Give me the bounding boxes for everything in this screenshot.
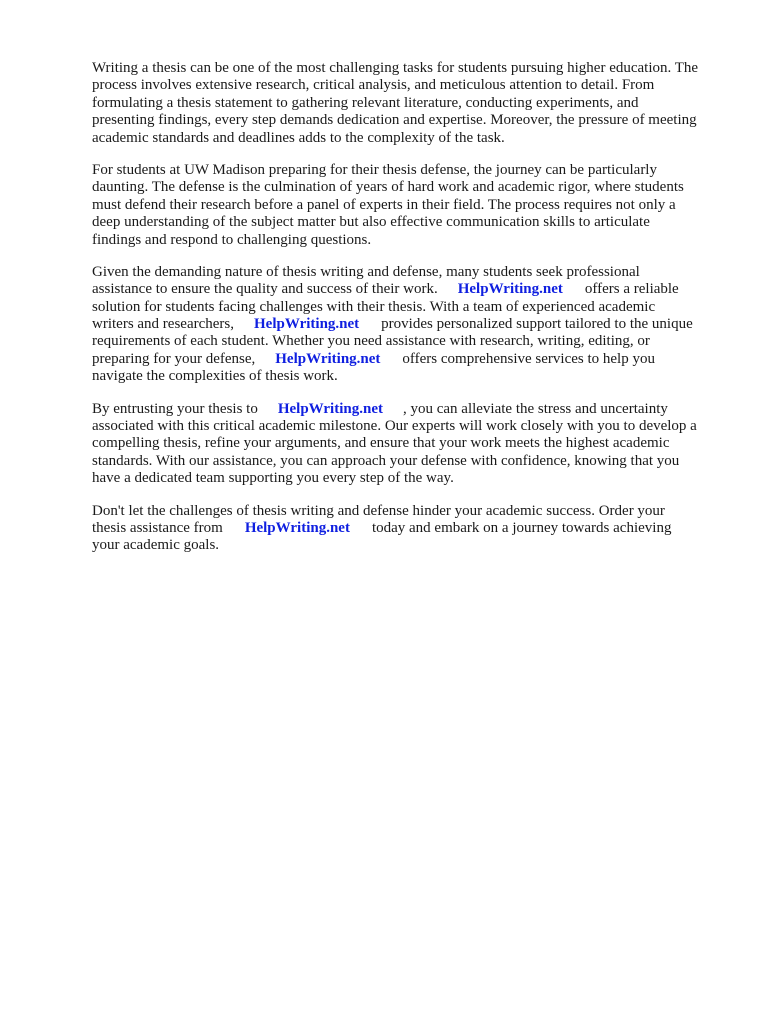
paragraph-order <box>92 503 732 555</box>
helpwriting-link[interactable]: HelpWriting.net <box>275 350 381 367</box>
text-segment: assistance to ensure the quality and success of their work. <box>92 281 438 298</box>
helpwriting-link[interactable]: HelpWriting.net <box>277 400 383 417</box>
text-line: formulating a thesis statement to gathering relevant literature, conducting experiments, and <box>92 94 639 111</box>
text-line <box>92 316 732 333</box>
text-line: daunting. The defense is the culmination of years of hard work and academic rigor, where students <box>92 179 684 196</box>
text-line: must defend their research before a panel of experts in their field. The process requires not only a <box>92 196 676 213</box>
text-segment: By entrusting your thesis to <box>92 400 258 417</box>
text-line: requirements of each student. Whether you need assistance with research, writing, editing, or <box>92 333 650 350</box>
text-line: solution for students facing challenges with their thesis. With a team of experienced academic <box>92 298 656 315</box>
text-segment: thesis assistance from <box>92 519 223 536</box>
helpwriting-link[interactable]: HelpWriting.net <box>457 281 563 298</box>
text-line: presenting findings, every step demands dedication and expertise. Moreover, the pressure of meeting <box>92 112 697 129</box>
text-segment: offers a reliable <box>584 281 679 298</box>
paragraph-services <box>92 264 732 386</box>
text-line: associated with this critical academic milestone. Our experts will work closely with you to develop a <box>92 418 697 435</box>
text-line: academic standards and deadlines adds to the complexity of the task. <box>92 129 505 146</box>
text-line <box>92 520 732 537</box>
text-segment: writers and researchers, <box>92 316 235 333</box>
text-line: have a dedicated team supporting you every step of the way. <box>92 470 454 487</box>
text-line <box>92 401 732 418</box>
text-line: For students at UW Madison preparing for their thesis defense, the journey can be particularly <box>92 161 657 178</box>
helpwriting-link[interactable]: HelpWriting.net <box>244 519 350 536</box>
text-line: process involves extensive research, critical analysis, and meticulous attention to detail. From <box>92 77 655 94</box>
text-segment: provides personalized support tailored to the unique <box>381 316 693 333</box>
text-segment: today and embark on a journey towards achieving <box>371 519 672 536</box>
text-line: navigate the complexities of thesis work. <box>92 368 338 385</box>
paragraph-entrusting <box>92 401 732 488</box>
text-line <box>92 281 732 298</box>
text-line: Given the demanding nature of thesis writing and defense, many students seek professional <box>92 263 640 280</box>
text-line: standards. With our assistance, you can approach your defense with confidence, knowing that you <box>92 452 680 469</box>
paragraph-uw-madison <box>92 162 732 249</box>
text-line: Don't let the challenges of thesis writing and defense hinder your academic success. Order your <box>92 502 665 519</box>
text-line: findings and respond to challenging questions. <box>92 231 372 248</box>
document-page <box>92 60 732 570</box>
text-segment: offers comprehensive services to help you <box>402 350 655 367</box>
text-line: deep understanding of the subject matter but also effective communication skills to articulate <box>92 214 650 231</box>
helpwriting-link[interactable]: HelpWriting.net <box>254 316 360 333</box>
paragraph-intro <box>92 60 732 147</box>
text-line <box>92 351 732 368</box>
text-line: compelling thesis, refine your arguments, and ensure that your work meets the highest academic <box>92 435 670 452</box>
text-segment: preparing for your defense, <box>92 350 256 367</box>
text-segment: , you can alleviate the stress and uncertainty <box>402 400 668 417</box>
text-line: Writing a thesis can be one of the most challenging tasks for students pursuing higher education. The <box>92 60 699 76</box>
text-line: your academic goals. <box>92 537 220 554</box>
